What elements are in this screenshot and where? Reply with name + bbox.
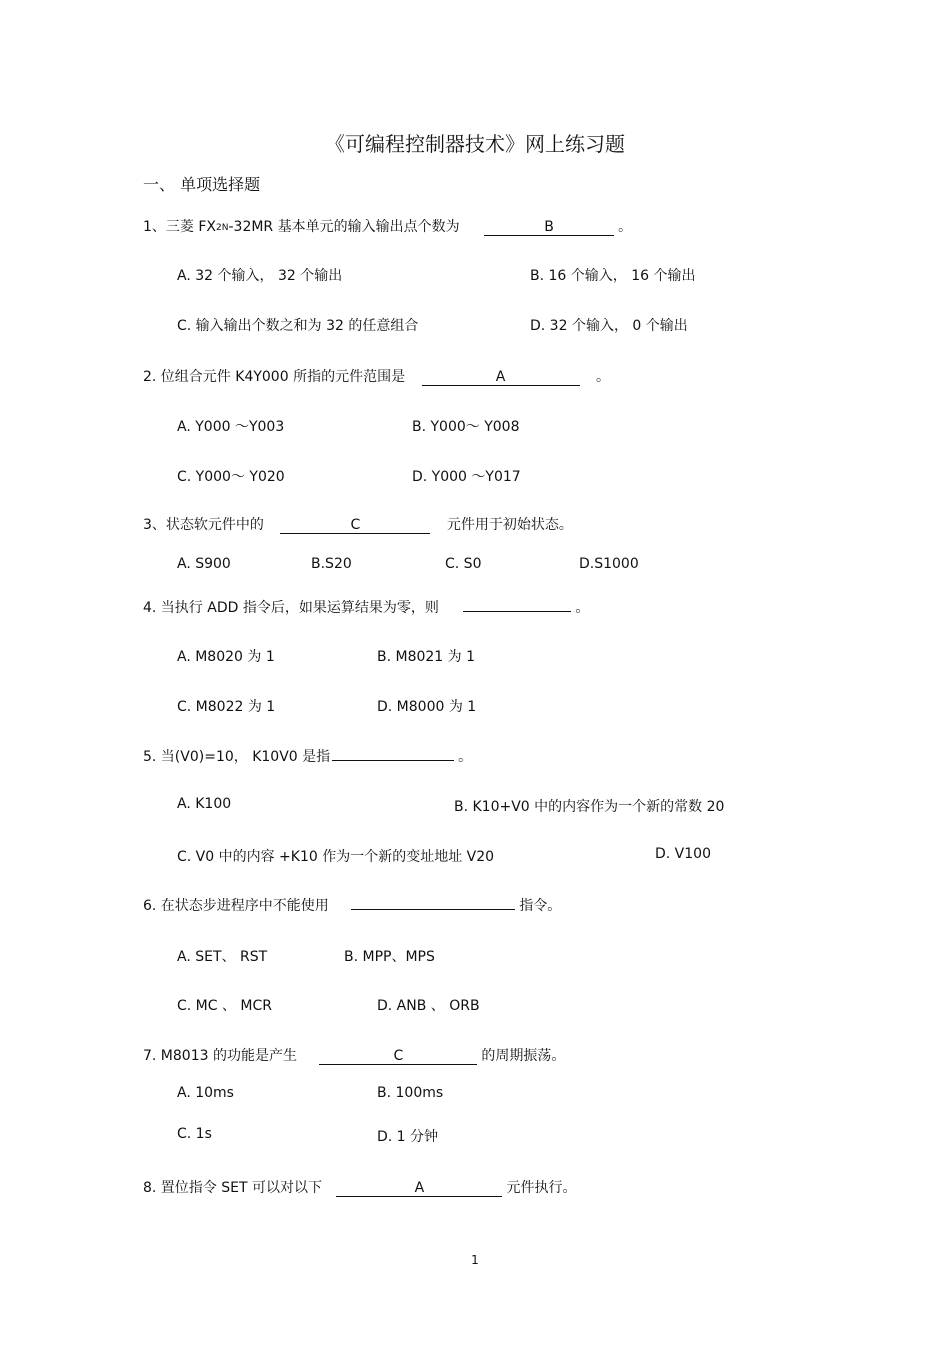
option: D. M8000 为 1: [377, 699, 477, 715]
option: D. ANB 、 ORB: [377, 998, 480, 1014]
question-3: 3、状态软元件中的 C 元件用于初始状态。: [143, 517, 573, 533]
answer-blank: [463, 611, 571, 612]
answer-blank: C: [280, 517, 430, 534]
question-4: 4. 当执行 ADD 指令后，如果运算结果为零，则 。: [143, 600, 590, 616]
option: B. M8021 为 1: [377, 649, 476, 665]
question-7: 7. M8013 的功能是产生 C 的周期振荡。: [143, 1048, 566, 1064]
option: A. K100: [177, 796, 232, 812]
option: B.S20: [311, 556, 352, 572]
answer-blank: C: [319, 1048, 477, 1065]
option: D. Y000 ～Y017: [412, 469, 521, 485]
answer-blank: A: [422, 369, 580, 386]
option: B. Y000～ Y008: [412, 419, 520, 435]
option: C. M8022 为 1: [177, 699, 276, 715]
option: D. 1 分钟: [377, 1129, 439, 1145]
question-2: 2. 位组合元件 K4Y000 所指的元件范围是 A 。: [143, 369, 610, 385]
option: A. SET、 RST: [177, 949, 268, 965]
option: A. S900: [177, 556, 231, 572]
option: C. 输入输出个数之和为 32 的任意组合: [177, 318, 419, 334]
answer-blank: [332, 760, 454, 761]
option: D. V100: [655, 846, 711, 862]
option: A. M8020 为 1: [177, 649, 275, 665]
question-6: 6. 在状态步进程序中不能使用 指令。: [143, 898, 562, 914]
page-number: 1: [471, 1253, 479, 1267]
option: B. K10+V0 中的内容作为一个新的常数 20: [454, 799, 725, 815]
option: C. 1s: [177, 1126, 212, 1142]
option: B. 16 个输入， 16 个输出: [530, 268, 696, 284]
option: D.S1000: [579, 556, 639, 572]
answer-blank: A: [336, 1180, 502, 1197]
section-heading: 一、 单项选择题: [143, 175, 261, 194]
option: B. 100ms: [377, 1085, 444, 1101]
answer-blank: B: [484, 219, 614, 236]
question-8: 8. 置位指令 SET 可以对以下 A 元件执行。: [143, 1180, 577, 1196]
page-title: 《可编程控制器技术》网上练习题: [325, 132, 625, 156]
option: C. MC 、 MCR: [177, 998, 273, 1014]
option: C. Y000～ Y020: [177, 469, 285, 485]
option: C. S0: [445, 556, 482, 572]
option: C. V0 中的内容 +K10 作为一个新的变址地址 V20: [177, 849, 495, 865]
answer-blank: [351, 909, 515, 910]
question-1: 1、三菱 $FX_{2N}-32MR$ 基本单元的输入输出点个数为 B 。: [143, 219, 633, 235]
option: B. MPP、MPS: [344, 949, 435, 965]
option: A. 32 个输入， 32 个输出: [177, 268, 343, 284]
option: A. Y000 ～Y003: [177, 419, 285, 435]
option: A. 10ms: [177, 1085, 234, 1101]
option: D. 32 个输入， 0 个输出: [530, 318, 688, 334]
question-5: 5. 当(V0)=10， K10V0 是指 。: [143, 749, 473, 765]
